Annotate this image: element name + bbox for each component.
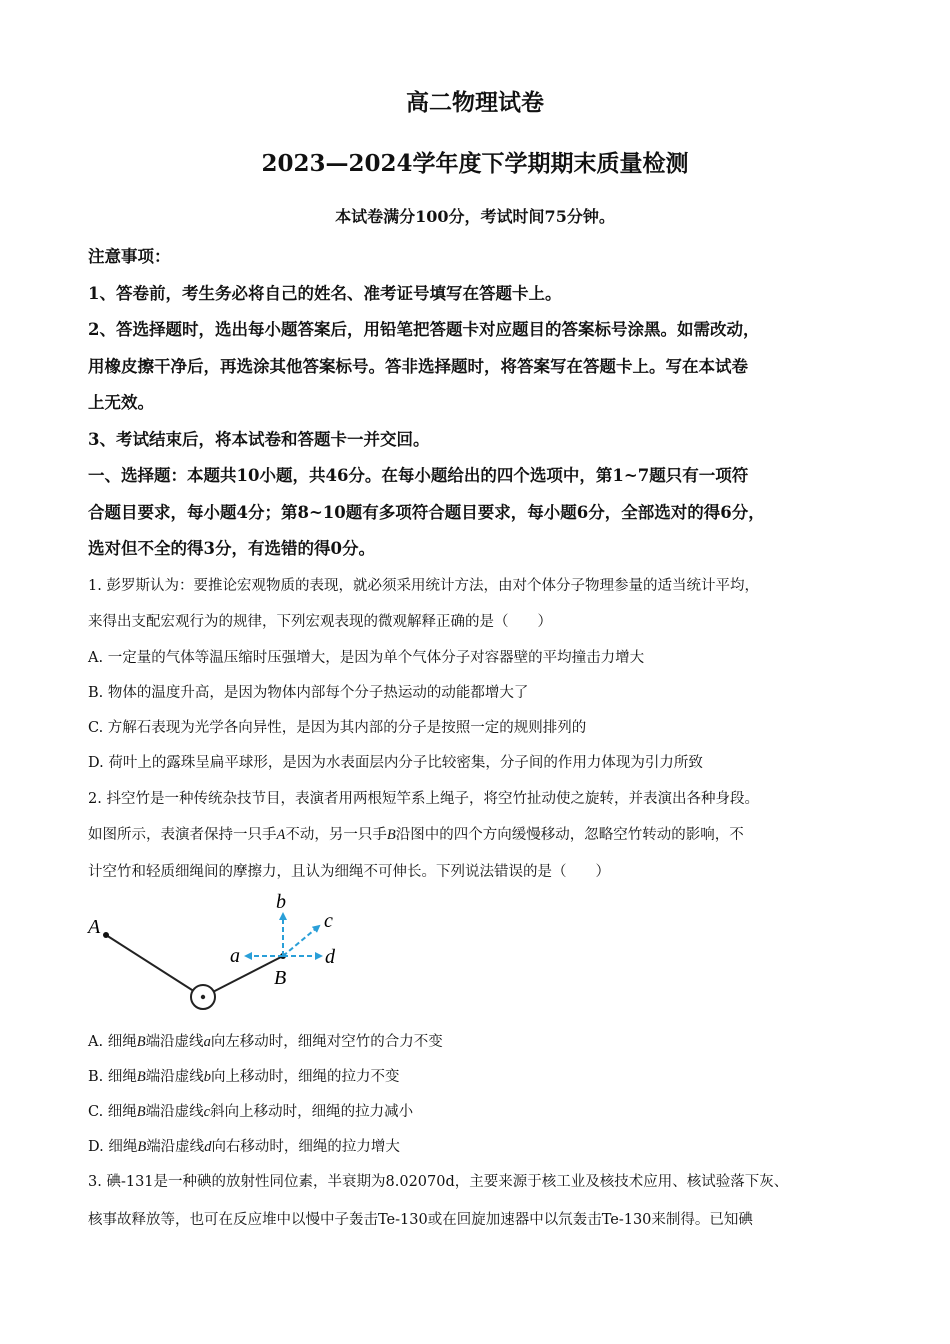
section-1-line-1: 一、选择题：本题共10小题，共46分。在每小题给出的四个选项中，第1~7题只有一项符 xyxy=(88,466,749,485)
notice-item-2-line-3: 上无效。 xyxy=(88,393,154,412)
notice-item-1: 1、答卷前，考生务必将自己的姓名、准考证号填写在答题卡上。 xyxy=(88,284,562,303)
q2-stem-line-3: 计空竹和轻质细绳间的摩擦力，且认为细绳不可伸长。下列说法错误的是（ ） xyxy=(88,864,610,880)
rope-right-segment xyxy=(203,956,283,997)
label-a-direction: a xyxy=(230,945,240,967)
var-b-hand: B xyxy=(386,827,396,843)
q2-option-c: C. 细绳B端沿虚线c斜向上移动时，细绳的拉力减小 xyxy=(88,1104,414,1120)
label-b-direction: b xyxy=(276,891,286,913)
diabolo-axle xyxy=(201,995,205,999)
q2-stem-line-1: 2. 抖空竹是一种传统杂技节目，表演者用两根短竿系上绳子，将空竹扯动使之旋转，并表演出各种身段。 xyxy=(88,791,759,807)
exam-subtitle: 2023—2024学年度下学期期末质量检测 xyxy=(261,150,689,177)
notice-item-3: 3、考试结束后，将本试卷和答题卡一并交回。 xyxy=(88,430,430,449)
q2-figure-diabolo xyxy=(84,886,354,1016)
q2-stem-line-2: 如图所示，表演者保持一只手A不动，另一只手B沿图中的四个方向缓慢移动，忽略空竹转动的影响，不 xyxy=(88,827,744,843)
var-a-hand: A xyxy=(276,827,286,843)
section-1-line-3: 选对但不全的得3分，有选错的得0分。 xyxy=(88,539,375,558)
label-c-direction: c xyxy=(324,910,333,932)
label-b-hand: B xyxy=(274,967,287,989)
q1-stem-line-1: 1. 彭罗斯认为：要推论宏观物质的表现，就必须采用统计方法，由对个体分子物理参量的适当统计平均， xyxy=(88,578,759,594)
label-a-hand: A xyxy=(88,916,101,938)
arrow-c-diagonal xyxy=(283,926,319,956)
q2-option-a: A. 细绳B端沿虚线a向左移动时，细绳对空竹的合力不变 xyxy=(88,1034,443,1050)
rope-left-segment xyxy=(106,935,203,997)
q1-option-a: A. 一定量的气体等温压缩时压强增大，是因为单个气体分子对容器壁的平均撞击力增大 xyxy=(88,650,645,666)
q2-option-b: B. 细绳B端沿虚线b向上移动时，细绳的拉力不变 xyxy=(88,1069,400,1085)
q3-stem-line-2: 核事故释放等，也可在反应堆中以慢中子轰击Te-130或在回旋加速器中以氘轰击Te-130来制得。已知碘 xyxy=(88,1212,753,1228)
notice-item-2-line-2: 用橡皮擦干净后，再选涂其他答案标号。答非选择题时，将答案写在答题卡上。写在本试卷 xyxy=(88,357,748,376)
q1-stem-line-2: 来得出支配宏观行为的规律，下列宏观表现的微观解释正确的是（ ） xyxy=(88,614,552,630)
q1-option-b: B. 物体的温度升高，是因为物体内部每个分子热运动的动能都增大了 xyxy=(88,685,529,701)
page-title: 高二物理试卷 xyxy=(406,89,544,116)
q1-option-c: C. 方解石表现为光学各向异性，是因为其内部的分子是按照一定的规则排列的 xyxy=(88,720,587,736)
q2-option-d: D. 细绳B端沿虚线d向右移动时，细绳的拉力增大 xyxy=(88,1139,400,1155)
q3-stem-line-1: 3. 碘-131是一种碘的放射性同位素，半衰期为8.02070d，主要来源于核工业及核技术应用、核试验落下灰、 xyxy=(88,1174,789,1190)
section-1-line-2: 合题目要求，每小题4分；第8~10题有多项符合题目要求，每小题6分，全部选对的得6分， xyxy=(88,503,765,522)
hand-point-a xyxy=(103,932,109,938)
notice-heading: 注意事项： xyxy=(88,247,171,266)
q1-option-d: D. 荷叶上的露珠呈扁平球形，是因为水表面层内分子比较密集，分子间的作用力体现为引力所致 xyxy=(88,755,703,771)
label-d-direction: d xyxy=(325,946,335,968)
notice-item-2-line-1: 2、答选择题时，选出每小题答案后，用铅笔把答题卡对应题目的答案标号涂黑。如需改动， xyxy=(88,320,760,339)
exam-info: 本试卷满分100分，考试时间75分钟。 xyxy=(335,207,615,226)
